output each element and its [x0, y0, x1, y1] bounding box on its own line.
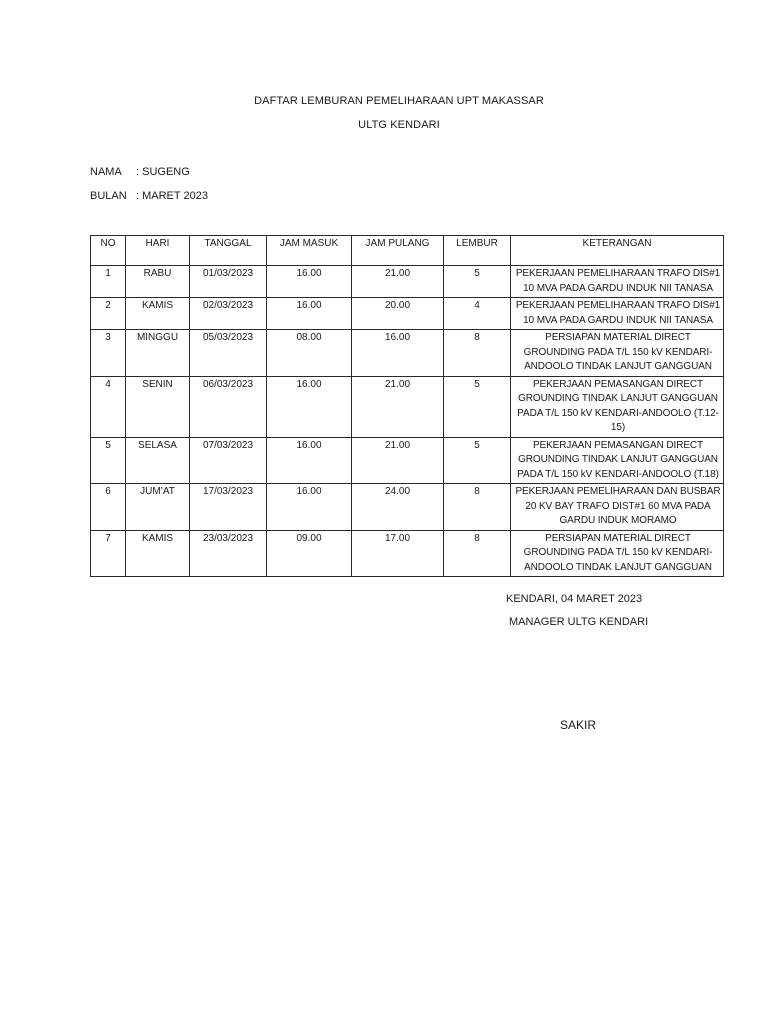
- cell-no: 5: [91, 437, 126, 484]
- cell-hari: JUM’AT: [126, 484, 190, 531]
- table-row: [91, 484, 724, 531]
- cell-tanggal: 07/03/2023: [190, 437, 267, 484]
- cell-no: 7: [91, 530, 126, 577]
- cell-jam-pulang: 21.00: [352, 437, 444, 484]
- cell-tanggal: 06/03/2023: [190, 376, 267, 437]
- table-row: [91, 266, 724, 298]
- cell-jam-masuk: 08.00: [267, 330, 352, 377]
- header-hari: HARI: [126, 236, 190, 266]
- header-jam-pulang: JAM PULANG: [352, 236, 444, 266]
- cell-keterangan: PERSIAPAN MATERIAL DIRECT GROUNDING PADA T/L 150 kV KENDARI-ANDOOLO TINDAK LANJUT GANGGUAN: [511, 530, 724, 577]
- cell-no: 6: [91, 484, 126, 531]
- overtime-table: [90, 235, 724, 577]
- table-row: [91, 298, 724, 330]
- cell-tanggal: 17/03/2023: [190, 484, 267, 531]
- cell-lembur: 4: [444, 298, 511, 330]
- cell-jam-masuk: 16.00: [267, 437, 352, 484]
- cell-keterangan: PEKERJAAN PEMELIHARAAN TRAFO DIS#1 10 MVA PADA GARDU INDUK NII TANASA: [511, 266, 724, 298]
- cell-jam-masuk: 16.00: [267, 298, 352, 330]
- bulan-label: BULAN: [90, 190, 127, 202]
- header-jam-masuk: JAM MASUK: [267, 236, 352, 266]
- cell-jam-masuk: 16.00: [267, 484, 352, 531]
- cell-lembur: 5: [444, 266, 511, 298]
- cell-lembur: 8: [444, 530, 511, 577]
- cell-tanggal: 02/03/2023: [190, 298, 267, 330]
- cell-jam-masuk: 16.00: [267, 266, 352, 298]
- cell-lembur: 8: [444, 330, 511, 377]
- cell-no: 1: [91, 266, 126, 298]
- signature-position: MANAGER ULTG KENDARI: [509, 616, 649, 628]
- cell-hari: SELASA: [126, 437, 190, 484]
- header-lembur: LEMBUR: [444, 236, 511, 266]
- header-keterangan: KETERANGAN: [511, 236, 724, 266]
- meta-bulan: [90, 190, 208, 202]
- meta-nama: [90, 166, 190, 178]
- cell-jam-pulang: 17.00: [352, 530, 444, 577]
- document-subtitle: ULTG KENDARI: [358, 119, 440, 131]
- cell-lembur: 5: [444, 437, 511, 484]
- cell-jam-masuk: 09.00: [267, 530, 352, 577]
- cell-jam-pulang: 20.00: [352, 298, 444, 330]
- cell-hari: KAMIS: [126, 530, 190, 577]
- cell-hari: SENIN: [126, 376, 190, 437]
- cell-jam-pulang: 16.00: [352, 330, 444, 377]
- cell-hari: MINGGU: [126, 330, 190, 377]
- cell-keterangan: PEKERJAAN PEMASANGAN DIRECT GROUNDING TINDAK LANJUT GANGGUAN PADA T/L 150 kV KENDARI-ANDOOLO (T.12-15): [511, 376, 724, 437]
- cell-hari: RABU: [126, 266, 190, 298]
- table-row: [91, 330, 724, 377]
- signature-place-date: KENDARI, 04 MARET 2023: [506, 593, 643, 605]
- cell-no: 2: [91, 298, 126, 330]
- signature-name: SAKIR: [560, 718, 597, 732]
- header-no: NO: [91, 236, 126, 266]
- cell-jam-masuk: 16.00: [267, 376, 352, 437]
- cell-keterangan: PERSIAPAN MATERIAL DIRECT GROUNDING PADA T/L 150 kV KENDARI-ANDOOLO TINDAK LANJUT GANGGUAN: [511, 330, 724, 377]
- cell-lembur: 5: [444, 376, 511, 437]
- cell-keterangan: PEKERJAAN PEMELIHARAAN TRAFO DIS#1 10 MVA PADA GARDU INDUK NII TANASA: [511, 298, 724, 330]
- table-row: [91, 376, 724, 437]
- cell-jam-pulang: 21.00: [352, 376, 444, 437]
- cell-no: 3: [91, 330, 126, 377]
- nama-label: NAMA: [90, 166, 122, 178]
- cell-no: 4: [91, 376, 126, 437]
- table-row: [91, 530, 724, 577]
- bulan-value: : MARET 2023: [136, 190, 208, 202]
- header-tanggal: TANGGAL: [190, 236, 267, 266]
- cell-jam-pulang: 21.00: [352, 266, 444, 298]
- cell-lembur: 8: [444, 484, 511, 531]
- nama-value: : SUGENG: [136, 166, 190, 178]
- cell-keterangan: PEKERJAAN PEMASANGAN DIRECT GROUNDING TINDAK LANJUT GANGGUAN PADA T/L 150 kV KENDARI-ANDOOLO (T.18): [511, 437, 724, 484]
- cell-tanggal: 23/03/2023: [190, 530, 267, 577]
- document-title: DAFTAR LEMBURAN PEMELIHARAAN UPT MAKASSAR: [254, 95, 544, 107]
- table-header-row: [91, 236, 724, 266]
- cell-jam-pulang: 24.00: [352, 484, 444, 531]
- cell-tanggal: 05/03/2023: [190, 330, 267, 377]
- table-row: [91, 437, 724, 484]
- cell-keterangan: PEKERJAAN PEMELIHARAAN DAN BUSBAR 20 KV BAY TRAFO DIST#1 60 MVA PADA GARDU INDUK MORAMO: [511, 484, 724, 531]
- cell-tanggal: 01/03/2023: [190, 266, 267, 298]
- cell-hari: KAMIS: [126, 298, 190, 330]
